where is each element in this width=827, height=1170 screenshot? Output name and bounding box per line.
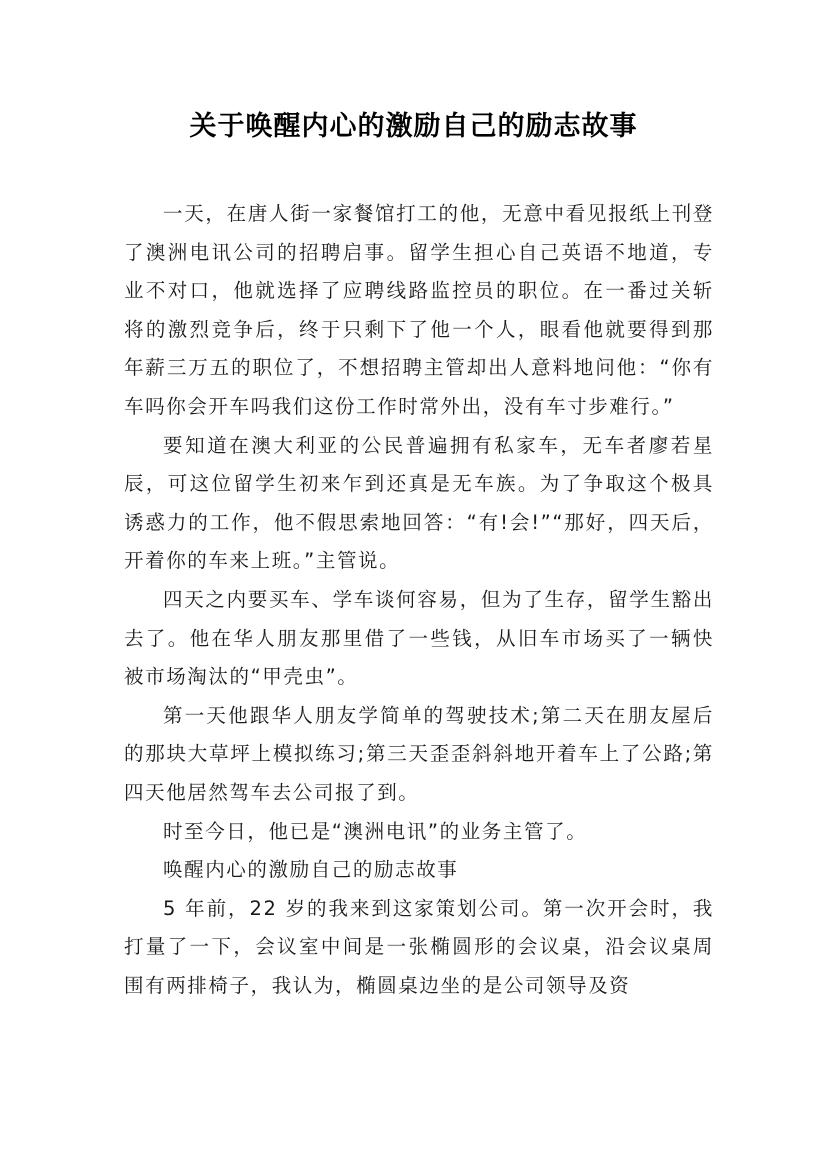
paragraph-1: 一天，在唐人街一家餐馆打工的他，无意中看见报纸上刊登了澳洲电讯公司的招聘启事。留学生担心自己英语不地道，专业不对口，他就选择了应聘线路监控员的职位。在一番过关斩将的激烈竞争后，终于只剩下了他一个人，眼看他就要得到那年薪三万五的职位了，不想招聘主管却出人意料地问他：“你有车吗你会开车吗我们这份工作时常外出，没有车寸步难行。” xyxy=(124,202,714,418)
paragraph-3: 四天之内要买车、学车谈何容易，但为了生存，留学生豁出去了。他在华人朋友那里借了一些钱，从旧车市场买了一辆快被市场淘汰的“甲壳虫”。 xyxy=(124,587,714,689)
document-body xyxy=(124,195,714,1005)
paragraph-5: 时至今日，他已是“澳洲电讯”的业务主管了。 xyxy=(163,819,588,843)
document-title: 关于唤醒内心的激励自己的励志故事 xyxy=(189,111,638,142)
paragraph-2: 要知道在澳大利亚的公民普遍拥有私家车，无车者廖若星辰，可这位留学生初来乍到还真是无车族。为了争取这个极具诱惑力的工作，他不假思索地回答：“有!会!”“那好，四天后，开着你的车来上班。”主管说。 xyxy=(124,433,714,573)
paragraph-4: 第一天他跟华人朋友学简单的驾驶技术;第二天在朋友屋后的那块大草坪上模拟练习;第三天歪歪斜斜地开着车上了公路;第四天他居然驾车去公司报了到。 xyxy=(124,703,714,804)
paragraph-6: 5 年前，22 岁的我来到这家策划公司。第一次开会时，我打量了一下，会议室中间是一张椭圆形的会议桌，沿会议桌周围有两排椅子，我认为，椭圆桌边坐的是公司领导及资 xyxy=(124,896,714,997)
section-heading: 唤醒内心的激励自己的励志故事 xyxy=(163,858,459,882)
